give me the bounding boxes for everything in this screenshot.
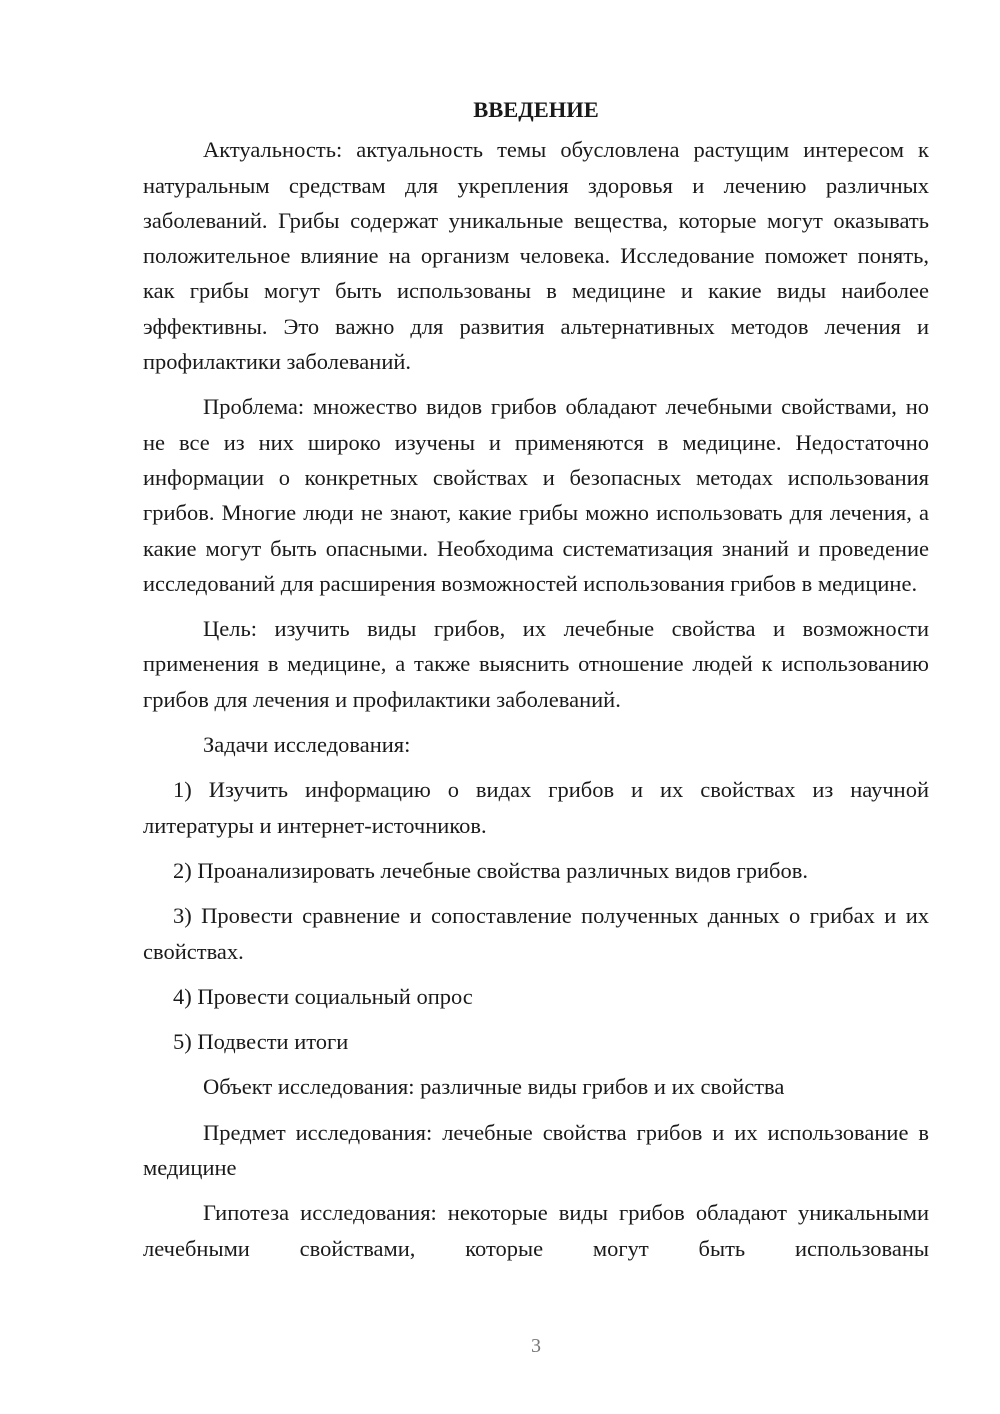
task-item-2: 2) Проанализировать лечебные свойства различных видов грибов. — [173, 857, 808, 883]
relevance-paragraph: Актуальность: актуальность темы обусловлена растущим интересом к натуральным средствам для укрепления здоровья и лечению различных заболеваний. Грибы содержат уникальные вещества, которые могут оказывать положительное влияние на организм человека. Исследование поможет понять, как грибы могут быть использованы в медицине и какие виды наиболее эффективны. Это важно для развития альтернативных методов лечения и профилактики заболеваний. — [143, 137, 929, 375]
page-number: 3 — [531, 1335, 541, 1357]
research-hypothesis: Гипотеза исследования: некоторые виды грибов обладают уникальными лечебными свойствами, которые могут быть использованы — [143, 1200, 929, 1261]
goal-paragraph: Цель: изучить виды грибов, их лечебные свойства и возможности применения в медицине, а также выяснить отношение людей к использованию грибов для лечения и профилактики заболеваний. — [143, 616, 929, 712]
document-body — [143, 92, 929, 1276]
research-object: Объект исследования: различные виды грибов и их свойства — [203, 1074, 785, 1100]
task-item-5: 5) Подвести итоги — [173, 1029, 349, 1055]
problem-paragraph: Проблема: множество видов грибов обладают лечебными свойствами, но не все из них широко изучены и применяются в медицине. Недостаточно информации о конкретных свойствах и безопасных методах использования грибов. Многие люди не знают, какие грибы можно использовать для лечения, а какие могут быть опасными. Необходима систематизация знаний и проведение исследований для расширения возможностей использования грибов в медицине. — [143, 394, 929, 596]
task-item-1: 1) Изучить информацию о видах грибов и их свойствах из научной литературы и интернет-источников. — [143, 777, 929, 838]
tasks-heading: Задачи исследования: — [203, 732, 411, 758]
task-item-4: 4) Провести социальный опрос — [173, 983, 473, 1009]
task-item-3: 3) Провести сравнение и сопоставление полученных данных о грибах и их свойствах. — [143, 903, 929, 964]
section-title: ВВЕДЕНИЕ — [473, 97, 599, 122]
research-subject: Предмет исследования: лечебные свойства грибов и их использование в медицине — [143, 1119, 929, 1181]
